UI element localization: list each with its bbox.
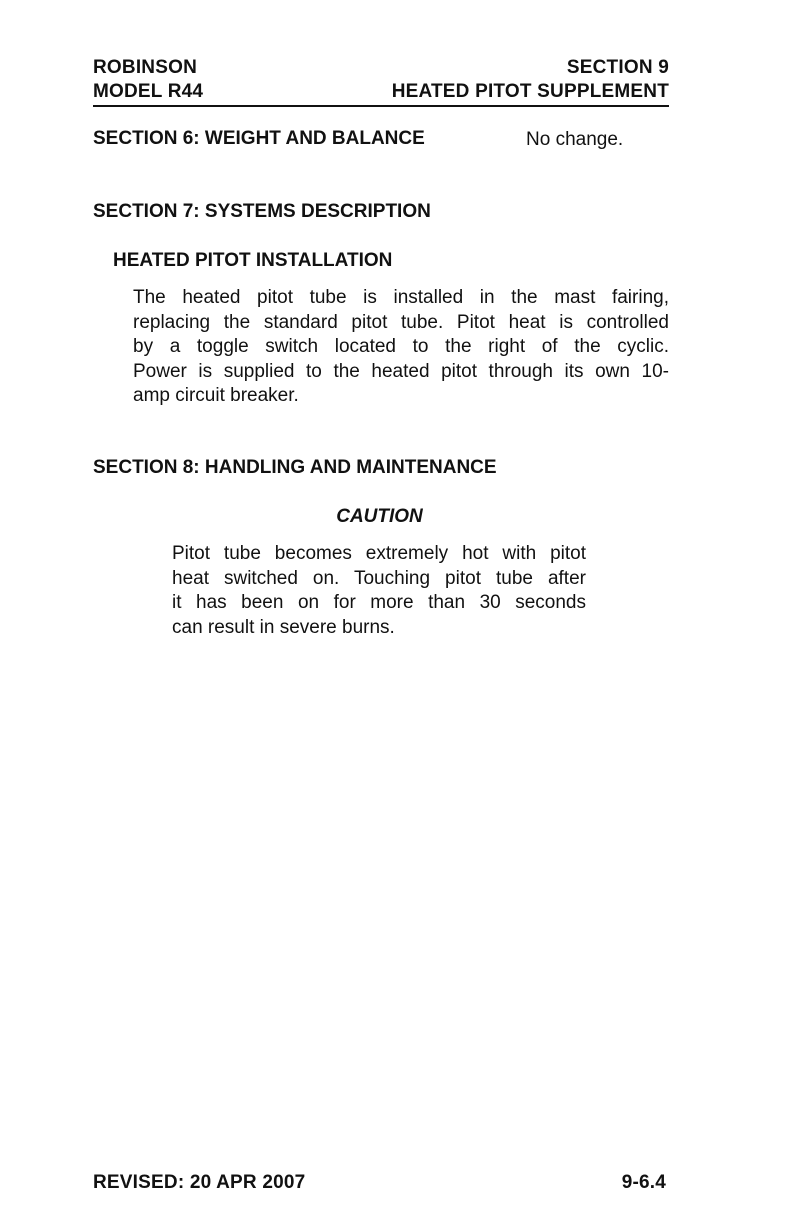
header-supplement-title: HEATED PITOT SUPPLEMENT: [391, 81, 669, 102]
paragraph-line: The heated pitot tube is installed in the mast fairing,: [133, 287, 669, 308]
header-rule: [93, 105, 669, 107]
caution-line: it has been on for more than 30 seconds: [172, 592, 586, 613]
paragraph-line: amp circuit breaker.: [133, 385, 299, 406]
paragraph-line: Power is supplied to the heated pitot through its own 10-: [133, 360, 669, 382]
footer-page-number: 9-6.4: [621, 1172, 666, 1193]
paragraph-line: by a toggle switch located to the right of the cyclic.: [133, 336, 669, 357]
section-8-title: SECTION 8: HANDLING AND MAINTENANCE: [93, 457, 497, 478]
section-7-title: SECTION 7: SYSTEMS DESCRIPTION: [93, 201, 431, 222]
footer-revised-date: REVISED: 20 APR 2007: [93, 1172, 306, 1193]
caution-heading: CAUTION: [336, 506, 423, 527]
section-6-note: No change.: [526, 129, 624, 150]
header-manufacturer: ROBINSON: [93, 57, 197, 78]
section-7-paragraph: [133, 286, 669, 409]
section-7-subheading: HEATED PITOT INSTALLATION: [113, 250, 393, 271]
caution-line: can result in severe burns.: [172, 616, 395, 638]
caution-paragraph: [172, 542, 586, 640]
caution-line: heat switched on. Touching pitot tube after: [172, 567, 586, 589]
caution-line: Pitot tube becomes extremely hot with pitot: [172, 543, 586, 564]
header-section-number: SECTION 9: [566, 57, 669, 78]
section-6-title: SECTION 6: WEIGHT AND BALANCE: [93, 128, 425, 149]
paragraph-line: replacing the standard pitot tube. Pitot heat is controlled: [133, 311, 669, 333]
header-model: MODEL R44: [93, 81, 204, 102]
